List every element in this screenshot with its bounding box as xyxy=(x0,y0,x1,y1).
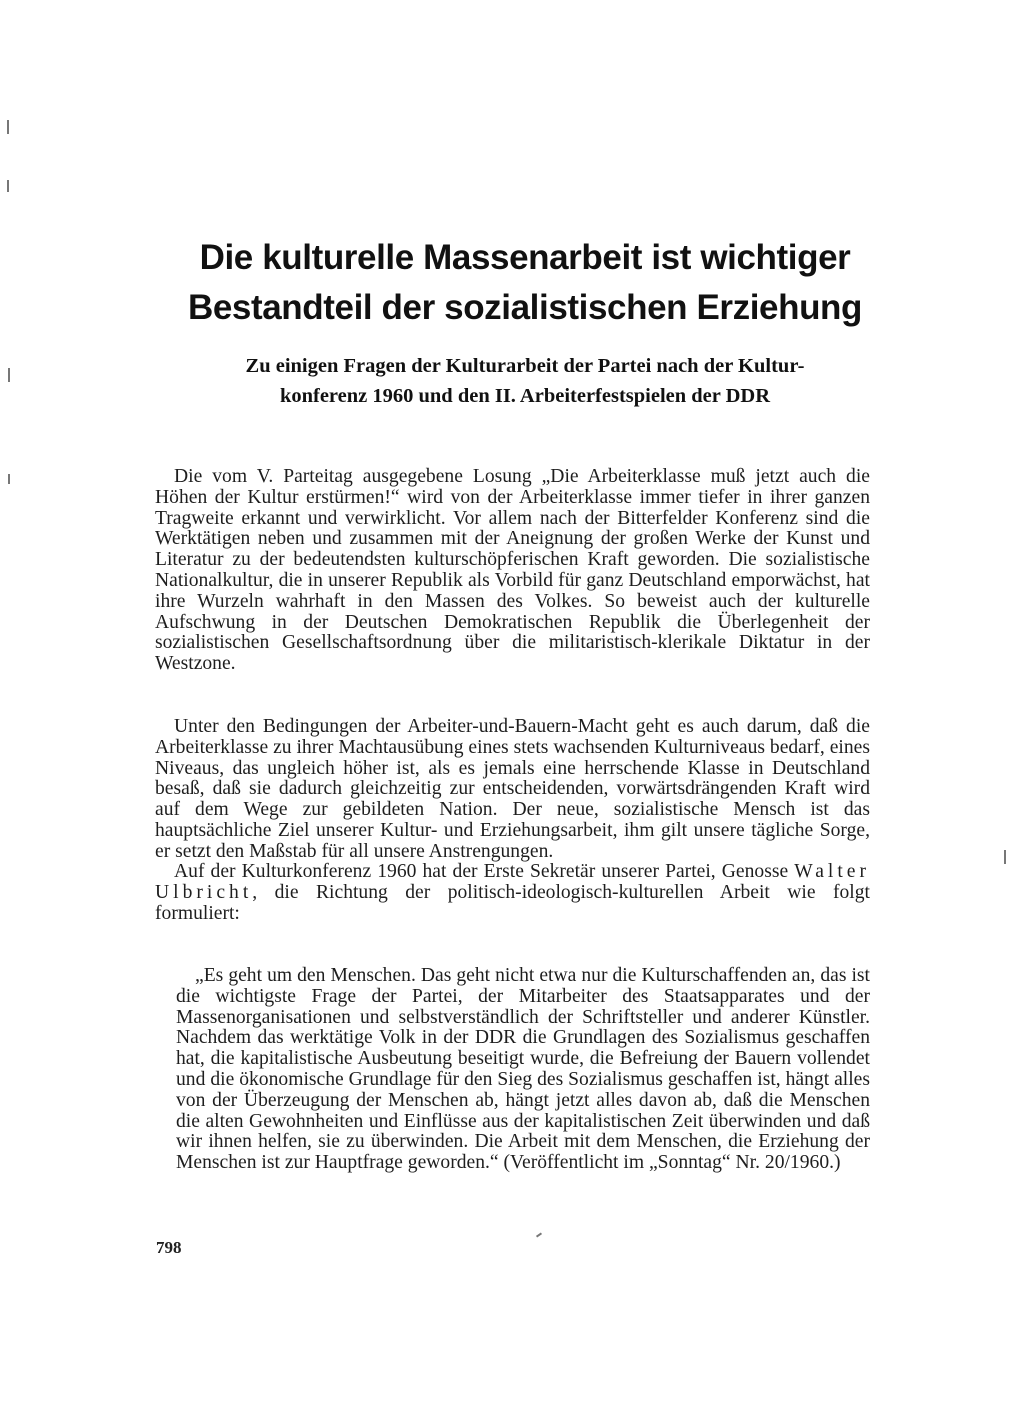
body-paragraph-3 xyxy=(155,862,870,924)
person-name: Walter Ulbricht xyxy=(155,861,870,903)
paragraph-text: Unter den Bedingungen der Arbeiter-und-Bauern-Macht geht es auch darum, daß die Arbeiterklasse zu ihrer Machtausübung eines stets wachsenden Kulturniveaus bedarf, eines Niveaus, das ungleich höher ist, als es jemals eine herrschende Klasse in Deutschland besaß, daß sie dadurch gleichzeitig zur entscheidenden, vorwärtsdrängenden Kraft wird auf dem Wege zur gebildeten Nation. Der neue, sozialistische Mensch ist das hauptsächliche Ziel unserer Kultur- und Erziehungsarbeit, ihm gilt unsere tägliche Sorge, er setzt den Maßstab für all unsere Anstrengungen. xyxy=(155,716,870,862)
paragraph-text: Die vom V. Parteitag ausgegebene Losung „Die Arbeiterklasse muß jetzt auch die Höhen der Kultur erstürmen!“ wird von der Arbeiterklasse immer tiefer in ihrer ganzen Tragweite erkannt und verwirklicht. Vor allem nach der Bitterfelder Konferenz sind die Werktätigen neben und zusammen mit der Aneignung der großen Werke der Kunst und Literatur zu der bedeutendsten kulturschöpferischen Kraft geworden. Die sozialistische Nationalkultur, die in unserer Republik als Vorbild für ganz Deutschland emporwächst, hat ihre Wurzeln wahrhaft in den Massen des Volkes. So beweist auch der kulturelle Aufschwung in der Deutschen Demokratischen Republik die Überlegenheit der sozialistischen Gesellschaftsordnung über die militaristisch-klerikale Diktatur in der Westzone. xyxy=(155,466,870,675)
scan-mark xyxy=(7,180,9,192)
article-subtitle-line-2: konferenz 1960 und den II. Arbeiterfestspielen der DDR xyxy=(279,385,771,407)
scan-mark xyxy=(8,474,10,484)
scan-mark xyxy=(8,368,10,382)
body-paragraph-1 xyxy=(155,467,870,675)
article-title-line-2: Bestandteil der sozialistischen Erziehung xyxy=(187,288,863,327)
scan-mark xyxy=(1004,850,1006,864)
article-title-line-1: Die kulturelle Massenarbeit ist wichtiger xyxy=(199,238,851,277)
paragraph-3-end: , die Richtung der politisch-ideologisch-kulturellen Arbeit wie folgt formuliert: xyxy=(155,881,870,924)
paragraph-text xyxy=(155,862,870,924)
paragraph-3-start: Auf der Kulturkonferenz 1960 hat der Erste Sekretär unserer Partei, Genosse xyxy=(174,861,789,882)
page-number: 798 xyxy=(156,1238,182,1257)
scan-mark xyxy=(7,120,9,134)
quote-text: „Es geht um den Menschen. Das geht nicht etwa nur die Kulturschaffenden an, das ist die wichtigste Frage der Partei, der Mitarbeiter des Staatsapparates und der Massenorganisationen und selbstverständlich der Schriftsteller und anderer Künstler. Nachdem das werktätige Volk in der DDR die Grundlagen des Sozialismus geschaffen hat, die kapitalistische Ausbeutung beseitigt wurde, die Befreiung der Bauern vollendet und die ökonomische Grundlage für den Sieg des Sozialismus geschaffen ist, hängt alles von der Überzeugung der Menschen ab, hängt jetzt alles davon ab, daß die Menschen die alten Gewohnheiten und Einflüsse aus der kapitalistischen Zeit überwinden und daß wir ihnen helfen, sie zu überwinden. Die Arbeit mit dem Menschen, die Erziehung der Menschen ist zur Hauptfrage geworden.“ (Veröffentlicht im „Sonntag“ Nr. 20/1960.) xyxy=(176,965,870,1174)
body-paragraph-2 xyxy=(155,717,870,863)
block-quote xyxy=(176,966,870,1174)
article-subtitle-line-1: Zu einigen Fragen der Kulturarbeit der Partei nach der Kultur- xyxy=(245,355,805,377)
scan-mark xyxy=(536,1232,542,1237)
